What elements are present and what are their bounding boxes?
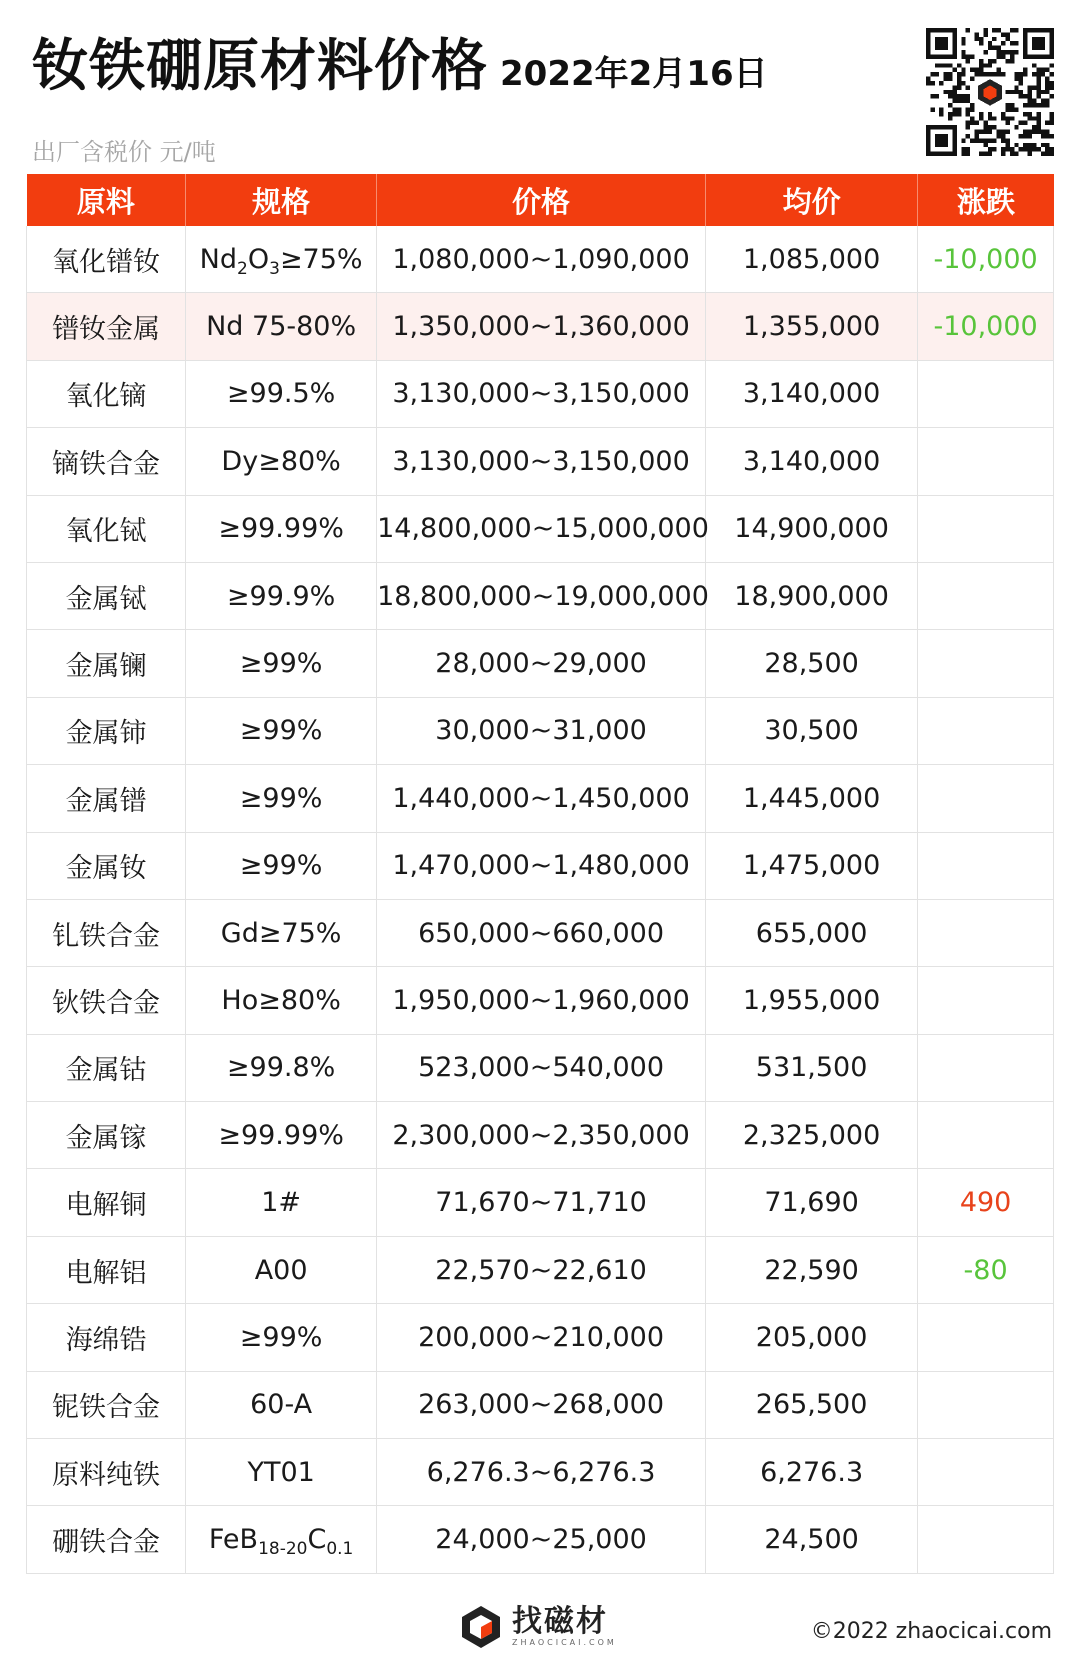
brand-name: 找磁材	[512, 1604, 608, 1639]
average-price-cell: 1,445,000	[706, 765, 918, 832]
average-price-cell: 1,475,000	[706, 832, 918, 899]
average-price-cell: 14,900,000	[706, 495, 918, 562]
change-cell	[918, 899, 1054, 966]
price-range-cell: 1,470,000~1,480,000	[377, 832, 706, 899]
table-row	[27, 1034, 1054, 1101]
spec-cell: ≥99.8%	[186, 1034, 377, 1101]
table-row	[27, 1506, 1054, 1573]
table-row	[27, 765, 1054, 832]
price-range-cell: 30,000~31,000	[377, 697, 706, 764]
material-cell: 金属镓	[27, 1102, 186, 1169]
spec-part: 3	[269, 258, 280, 279]
spec-cell: ≥99%	[186, 630, 377, 697]
material-cell: 原料纯铁	[27, 1439, 186, 1506]
material-cell: 铌铁合金	[27, 1371, 186, 1438]
price-range-cell: 200,000~210,000	[377, 1304, 706, 1371]
material-cell: 电解铜	[27, 1169, 186, 1236]
change-cell	[918, 1371, 1054, 1438]
price-range-cell: 263,000~268,000	[377, 1371, 706, 1438]
price-range-cell: 14,800,000~15,000,000	[377, 495, 706, 562]
change-cell: -10,000	[918, 226, 1054, 293]
change-cell	[918, 495, 1054, 562]
title-line	[32, 22, 930, 102]
spec-cell: 1#	[186, 1169, 377, 1236]
brand-text	[512, 1606, 617, 1648]
spec-part: FeB	[208, 1524, 259, 1556]
spec-cell: ≥99%	[186, 765, 377, 832]
spec-cell: 60-A	[186, 1371, 377, 1438]
spec-cell: ≥99.99%	[186, 495, 377, 562]
material-cell: 金属镧	[27, 630, 186, 697]
change-cell	[918, 1506, 1054, 1573]
price-range-cell: 523,000~540,000	[377, 1034, 706, 1101]
brand-logo	[458, 1600, 617, 1654]
change-cell	[918, 765, 1054, 832]
material-cell: 海绵锆	[27, 1304, 186, 1371]
spec-cell: ≥99%	[186, 832, 377, 899]
spec-cell	[186, 226, 377, 293]
spec-cell	[186, 1506, 377, 1573]
table-row	[27, 1439, 1054, 1506]
price-range-cell: 650,000~660,000	[377, 899, 706, 966]
material-cell: 镝铁合金	[27, 428, 186, 495]
average-price-cell: 265,500	[706, 1371, 918, 1438]
page-title: 钕铁硼原材料价格	[32, 34, 488, 99]
spec-cell: ≥99%	[186, 697, 377, 764]
change-cell	[918, 630, 1054, 697]
material-cell: 硼铁合金	[27, 1506, 186, 1573]
table-row	[27, 1102, 1054, 1169]
change-cell	[918, 967, 1054, 1034]
price-range-cell: 1,950,000~1,960,000	[377, 967, 706, 1034]
change-cell	[918, 562, 1054, 629]
spec-cell: Nd 75-80%	[186, 293, 377, 360]
price-range-cell: 1,350,000~1,360,000	[377, 293, 706, 360]
average-price-cell: 531,500	[706, 1034, 918, 1101]
average-price-cell: 1,085,000	[706, 226, 918, 293]
average-price-cell: 6,276.3	[706, 1439, 918, 1506]
change-cell	[918, 832, 1054, 899]
column-header-change: 涨跌	[918, 174, 1054, 226]
column-header-spec: 规格	[186, 174, 377, 226]
price-range-cell: 71,670~71,710	[377, 1169, 706, 1236]
table-row	[27, 1304, 1054, 1371]
average-price-cell: 205,000	[706, 1304, 918, 1371]
table-row	[27, 226, 1054, 293]
change-cell	[918, 1034, 1054, 1101]
spec-cell: ≥99.9%	[186, 562, 377, 629]
header	[32, 22, 930, 166]
spec-part: 0.1	[326, 1539, 354, 1560]
column-header-material: 原料	[27, 174, 186, 226]
change-cell: -10,000	[918, 293, 1054, 360]
change-cell	[918, 1439, 1054, 1506]
price-range-cell: 18,800,000~19,000,000	[377, 562, 706, 629]
spec-cell: Dy≥80%	[186, 428, 377, 495]
table-row	[27, 495, 1054, 562]
material-cell: 金属钕	[27, 832, 186, 899]
change-cell	[918, 1102, 1054, 1169]
average-price-cell: 1,355,000	[706, 293, 918, 360]
price-unit-note: 出厂含税价 元/吨	[32, 138, 216, 166]
brand-domain: ZHAOCICAI.COM	[512, 1638, 617, 1647]
zhaocicai-logo-icon	[458, 1604, 504, 1650]
spec-cell: Gd≥75%	[186, 899, 377, 966]
average-price-cell: 24,500	[706, 1506, 918, 1573]
material-cell: 金属钴	[27, 1034, 186, 1101]
table-row	[27, 967, 1054, 1034]
material-cell: 镨钕金属	[27, 293, 186, 360]
price-range-cell: 28,000~29,000	[377, 630, 706, 697]
table-row	[27, 360, 1054, 427]
table-row	[27, 697, 1054, 764]
copyright: ©2022 zhaocicai.com	[810, 1619, 1052, 1644]
material-cell: 金属铽	[27, 562, 186, 629]
table-row	[27, 562, 1054, 629]
change-cell	[918, 1304, 1054, 1371]
price-range-cell: 1,440,000~1,450,000	[377, 765, 706, 832]
spec-cell: Ho≥80%	[186, 967, 377, 1034]
material-cell: 氧化镝	[27, 360, 186, 427]
column-header-price: 价格	[377, 174, 706, 226]
table-row	[27, 428, 1054, 495]
spec-part: 2	[237, 258, 248, 279]
spec-part: O	[247, 243, 270, 275]
table-row	[27, 899, 1054, 966]
page-date: 2022年2月16日	[500, 54, 768, 94]
price-range-cell: 24,000~25,000	[377, 1506, 706, 1573]
average-price-cell: 18,900,000	[706, 562, 918, 629]
spec-cell: ≥99.5%	[186, 360, 377, 427]
spec-cell: ≥99.99%	[186, 1102, 377, 1169]
table-row	[27, 630, 1054, 697]
price-range-cell: 3,130,000~3,150,000	[377, 428, 706, 495]
price-table-container	[26, 174, 1054, 1574]
average-price-cell: 30,500	[706, 697, 918, 764]
table-body	[27, 226, 1054, 1573]
price-range-cell: 2,300,000~2,350,000	[377, 1102, 706, 1169]
price-range-cell: 22,570~22,610	[377, 1236, 706, 1303]
average-price-cell: 1,955,000	[706, 967, 918, 1034]
average-price-cell: 2,325,000	[706, 1102, 918, 1169]
spec-cell: ≥99%	[186, 1304, 377, 1371]
table-row	[27, 832, 1054, 899]
qr-code-icon	[926, 28, 1054, 156]
change-cell: 490	[918, 1169, 1054, 1236]
material-cell: 氧化镨钕	[27, 226, 186, 293]
change-cell: -80	[918, 1236, 1054, 1303]
spec-part: C	[307, 1524, 327, 1556]
change-cell	[918, 360, 1054, 427]
price-range-cell: 3,130,000~3,150,000	[377, 360, 706, 427]
price-range-cell: 6,276.3~6,276.3	[377, 1439, 706, 1506]
average-price-cell: 28,500	[706, 630, 918, 697]
average-price-cell: 655,000	[706, 899, 918, 966]
column-header-average: 均价	[706, 174, 918, 226]
average-price-cell: 3,140,000	[706, 428, 918, 495]
price-range-cell: 1,080,000~1,090,000	[377, 226, 706, 293]
spec-part: 18-20	[258, 1539, 308, 1560]
change-cell	[918, 428, 1054, 495]
spec-part: Nd	[199, 243, 238, 275]
material-cell: 金属铈	[27, 697, 186, 764]
material-cell: 电解铝	[27, 1236, 186, 1303]
table-row	[27, 293, 1054, 360]
table-header-row	[27, 174, 1054, 226]
spec-part: ≥75%	[279, 243, 363, 275]
material-cell: 金属镨	[27, 765, 186, 832]
change-cell	[918, 697, 1054, 764]
table-row	[27, 1169, 1054, 1236]
average-price-cell: 3,140,000	[706, 360, 918, 427]
material-cell: 氧化铽	[27, 495, 186, 562]
price-table	[26, 174, 1054, 1574]
material-cell: 钬铁合金	[27, 967, 186, 1034]
table-row	[27, 1371, 1054, 1438]
average-price-cell: 71,690	[706, 1169, 918, 1236]
table-row	[27, 1236, 1054, 1303]
average-price-cell: 22,590	[706, 1236, 918, 1303]
spec-cell: YT01	[186, 1439, 377, 1506]
spec-cell: A00	[186, 1236, 377, 1303]
material-cell: 钆铁合金	[27, 899, 186, 966]
